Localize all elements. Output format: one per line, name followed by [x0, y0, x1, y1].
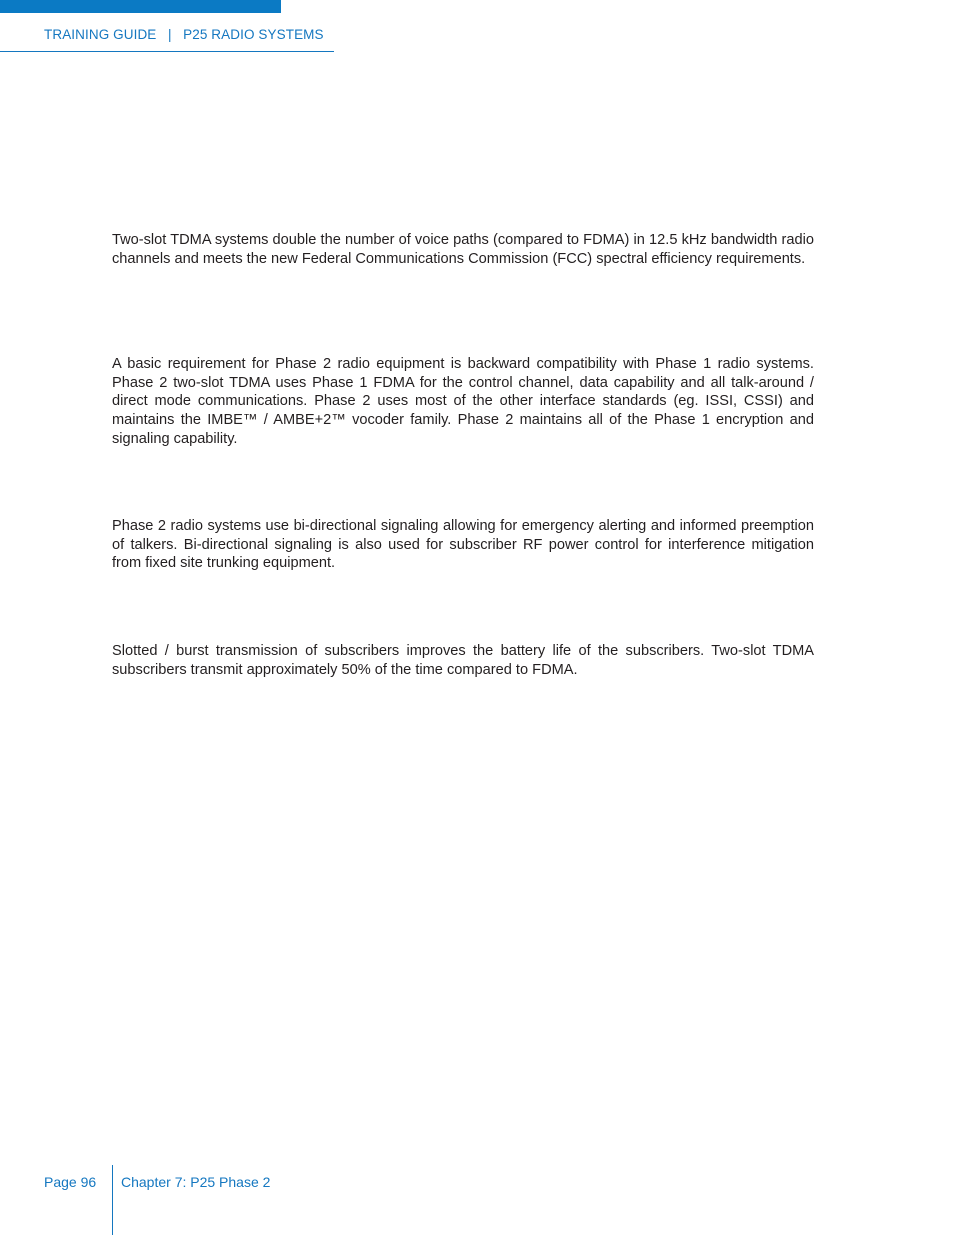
paragraph-battery-life: Slotted / burst transmission of subscribers improves the battery life of the subscribers. Two-slot TDMA subscribers transmit approximately 50% of the time compared to FDMA.	[112, 643, 814, 678]
footer-divider	[112, 1165, 113, 1235]
header-separator: |	[167, 27, 172, 42]
header-subject: P25 RADIO SYSTEMS	[183, 27, 324, 42]
running-header	[44, 27, 324, 42]
paragraph-bidirectional-signaling: Phase 2 radio systems use bi-directional signaling allowing for emergency alerting and informed preemption of talkers. Bi-directional signaling is also used for subscriber RF power control for interference mitigation from fixed site trunking equipment.	[112, 518, 814, 572]
paragraph-tdma-capacity: Two-slot TDMA systems double the number of voice paths (compared to FDMA) in 12.5 kHz bandwidth radio channels and meets the new Federal Communications Commission (FCC) spectral efficiency requirements.	[112, 232, 814, 267]
footer-page-number: Page 96	[44, 1174, 97, 1190]
header-guide: TRAINING GUIDE	[44, 27, 157, 42]
header-accent-bar	[0, 0, 281, 13]
paragraph-backward-compatibility: A basic requirement for Phase 2 radio equipment is backward compatibility with Phase 1 radio systems. Phase 2 two-slot TDMA uses Phase 1 FDMA for the control channel, data capability and all talk-around / direct mode communications. Phase 2 uses most of the other interface standards (eg. ISSI, CSSI) and maintains the IMBE™ / AMBE+2™ vocoder family. Phase 2 maintains all of the Phase 1 encryption and signaling capability.	[112, 356, 814, 447]
header-rule	[0, 51, 334, 52]
footer-chapter-title: Chapter 7: P25 Phase 2	[121, 1174, 271, 1190]
